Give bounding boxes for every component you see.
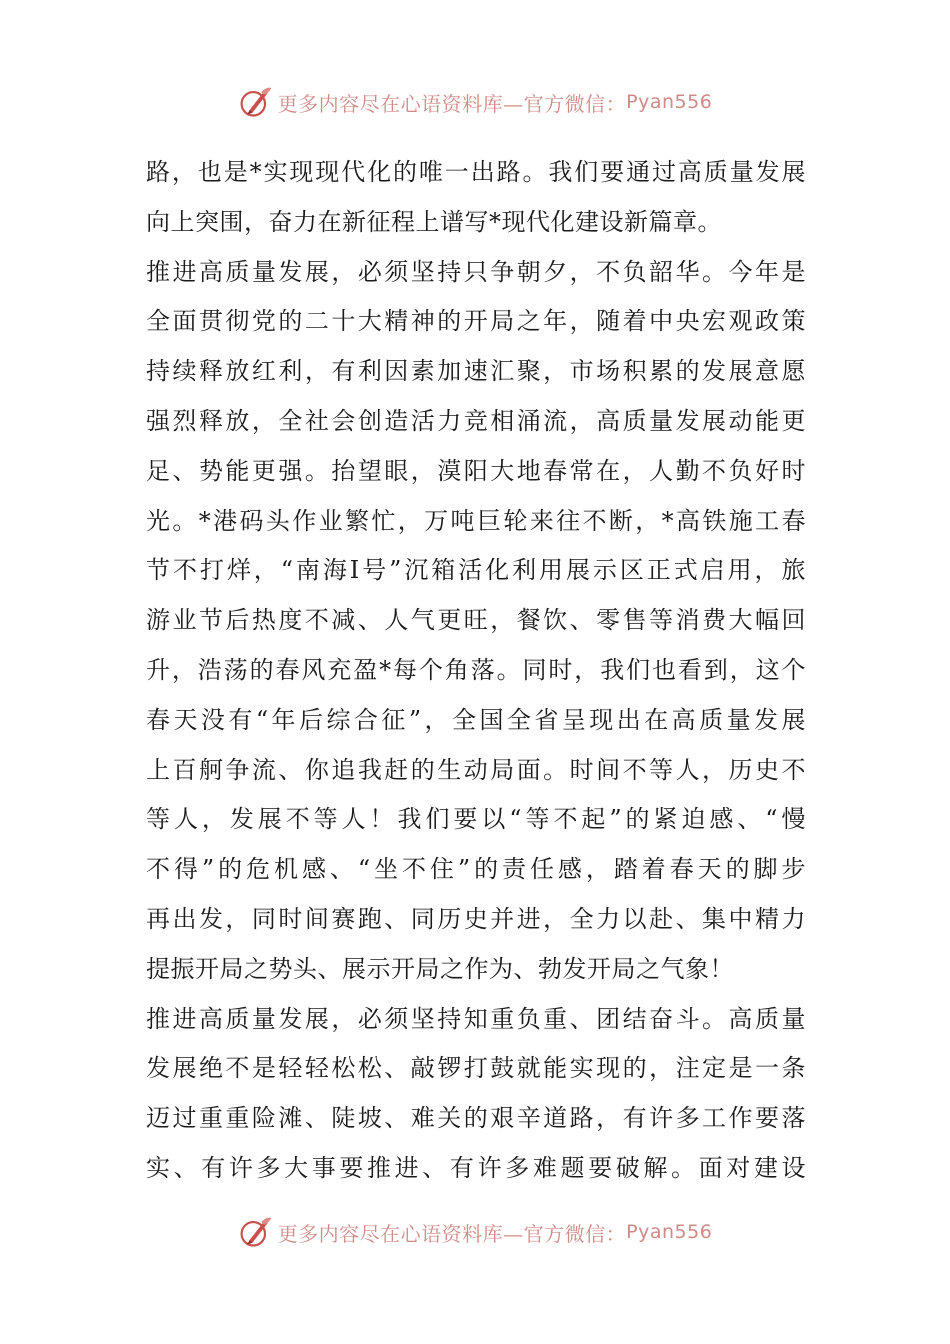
text-line: 全面贯彻党的二十大精神的开局之年，随着中央宏观政策 [146,307,806,336]
text-line: 发展绝不是轻轻松松、敲锣打鼓就能实现的，注定是一条 [146,1054,806,1083]
text-line: 光。*港码头作业繁忙，万吨巨轮来往不断，*高铁施工春 [146,506,806,535]
text-line: 推进高质量发展，必须坚持只争朝夕，不负韶华。今年是 [146,257,806,286]
text-line: 提振开局之势头、展示开局之作为、勃发开局之气象！ [146,954,734,983]
text-line: 升，浩荡的春风充盈*每个角落。同时，我们也看到，这个 [146,655,806,684]
text-line: 迈过重重险滩、陡坡、难关的艰辛道路，有许多工作要落 [146,1104,806,1133]
text-line: 再出发，同时间赛跑、同历史并进，全力以赴、集中精力 [146,904,806,933]
text-line: 实、有许多大事要推进、有许多难题要破解。面对建设 [146,1153,806,1182]
text-line: 强烈释放，全社会创造活力竞相涌流，高质量发展动能更 [146,406,806,435]
text-line: 持续释放红利，有利因素加速汇聚，市场积累的发展意愿 [146,357,806,386]
text-line: 游业节后热度不减、人气更旺，餐饮、零售等消费大幅回 [146,606,806,635]
text-line: 向上突围，奋力在新征程上谱写*现代化建设新篇章。 [146,207,722,236]
header-wechat-id: Pyan556 [626,91,713,113]
text-line: 节不打烊，“南海Ⅰ号”沉箱活化利用展示区正式启用，旅 [146,556,806,585]
text-line: 等人，发展不等人！我们要以“等不起”的紧迫感、“慢 [146,805,806,834]
text-line: 春天没有“年后综合征”，全国全省呈现出在高质量发展 [146,705,806,734]
footer-wechat-id: Pyan556 [626,1221,713,1243]
header-banner [0,82,950,122]
text-line: 足、势能更强。抬望眼，漠阳大地春常在，人勤不负好时 [146,456,806,485]
text-line: 推进高质量发展，必须坚持知重负重、团结奋斗。高质量 [146,1004,806,1033]
quill-pen-logo-icon [238,84,274,120]
header-banner-text: 更多内容尽在心语资料库—官方微信： [277,91,627,116]
quill-pen-logo-icon [238,1214,274,1250]
text-line: 不得”的危机感、“坐不住”的责任感，踏着春天的脚步 [146,855,806,884]
footer-banner [0,1212,950,1252]
text-line: 路，也是*实现现代化的唯一出路。我们要通过高质量发展 [146,158,806,186]
text-line: 上百舸争流、你追我赶的生动局面。时间不等人，历史不 [146,755,806,784]
document-body [146,148,806,1194]
footer-banner-text: 更多内容尽在心语资料库—官方微信： [277,1221,627,1246]
